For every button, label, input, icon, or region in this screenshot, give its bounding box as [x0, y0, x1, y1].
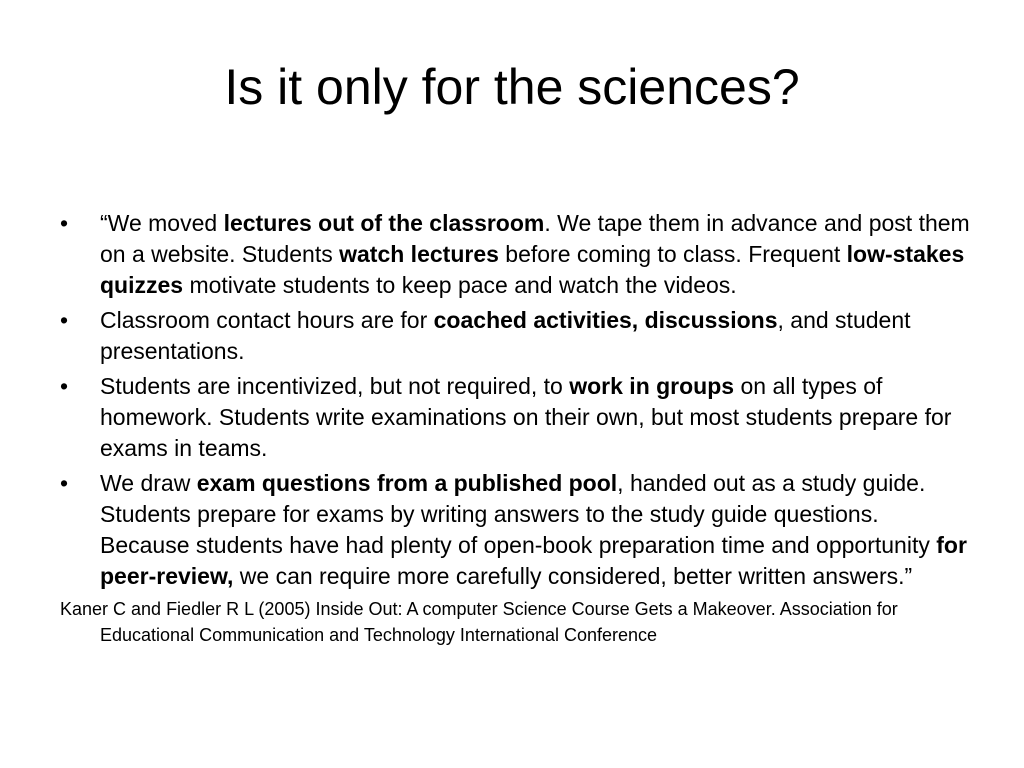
bullet-dot-icon: •	[60, 210, 69, 236]
bullet-list	[60, 208, 970, 592]
bullet-dot-icon: •	[60, 470, 69, 496]
bold-text-run: work in groups	[569, 373, 735, 399]
slide-title: Is it only for the sciences?	[224, 59, 800, 115]
text-run: we can require more carefully considered, better written answers.”	[233, 563, 913, 589]
bold-text-run: for peer-review,	[100, 532, 967, 589]
bullet-item	[60, 305, 970, 367]
bold-text-run: watch lectures	[339, 241, 499, 267]
text-run: , and student presentations.	[100, 307, 911, 364]
text-run: Classroom contact hours are for	[100, 307, 434, 333]
text-run: on all types of homework. Students write examinations on their own, but most students prepare for exams in teams.	[100, 373, 952, 461]
bullet-dot-icon: •	[60, 373, 69, 399]
slide-content	[60, 208, 970, 648]
text-run: , handed out as a study guide. Students prepare for exams by writing answers to the study guide questions. Because students have had plenty of open-book preparation time and opportunity	[100, 470, 937, 558]
bold-text-run: exam questions from a published pool	[196, 470, 618, 496]
text-run: motivate students to keep pace and watch the videos.	[183, 272, 737, 298]
bullet-dot-icon: •	[60, 307, 69, 333]
citation: Kaner C and Fiedler R L (2005) Inside Out: A computer Science Course Gets a Makeover. Association for Educational Communication and Technology International Conference	[60, 599, 898, 645]
text-run: “We moved	[100, 210, 224, 236]
bullet-item	[60, 468, 970, 592]
text-run: We draw	[100, 470, 197, 496]
bold-text-run: lectures out of the classroom	[223, 210, 545, 236]
bullet-item	[60, 371, 970, 464]
text-run: before coming to class. Frequent	[498, 241, 847, 267]
text-run: . We tape them in advance and post them on a website. Students	[100, 210, 970, 267]
bold-text-run: low-stakes quizzes	[100, 241, 965, 298]
bullet-item	[60, 208, 970, 301]
bold-text-run: coached activities, discussions	[433, 307, 778, 333]
text-run: Students are incentivized, but not required, to	[100, 373, 570, 399]
